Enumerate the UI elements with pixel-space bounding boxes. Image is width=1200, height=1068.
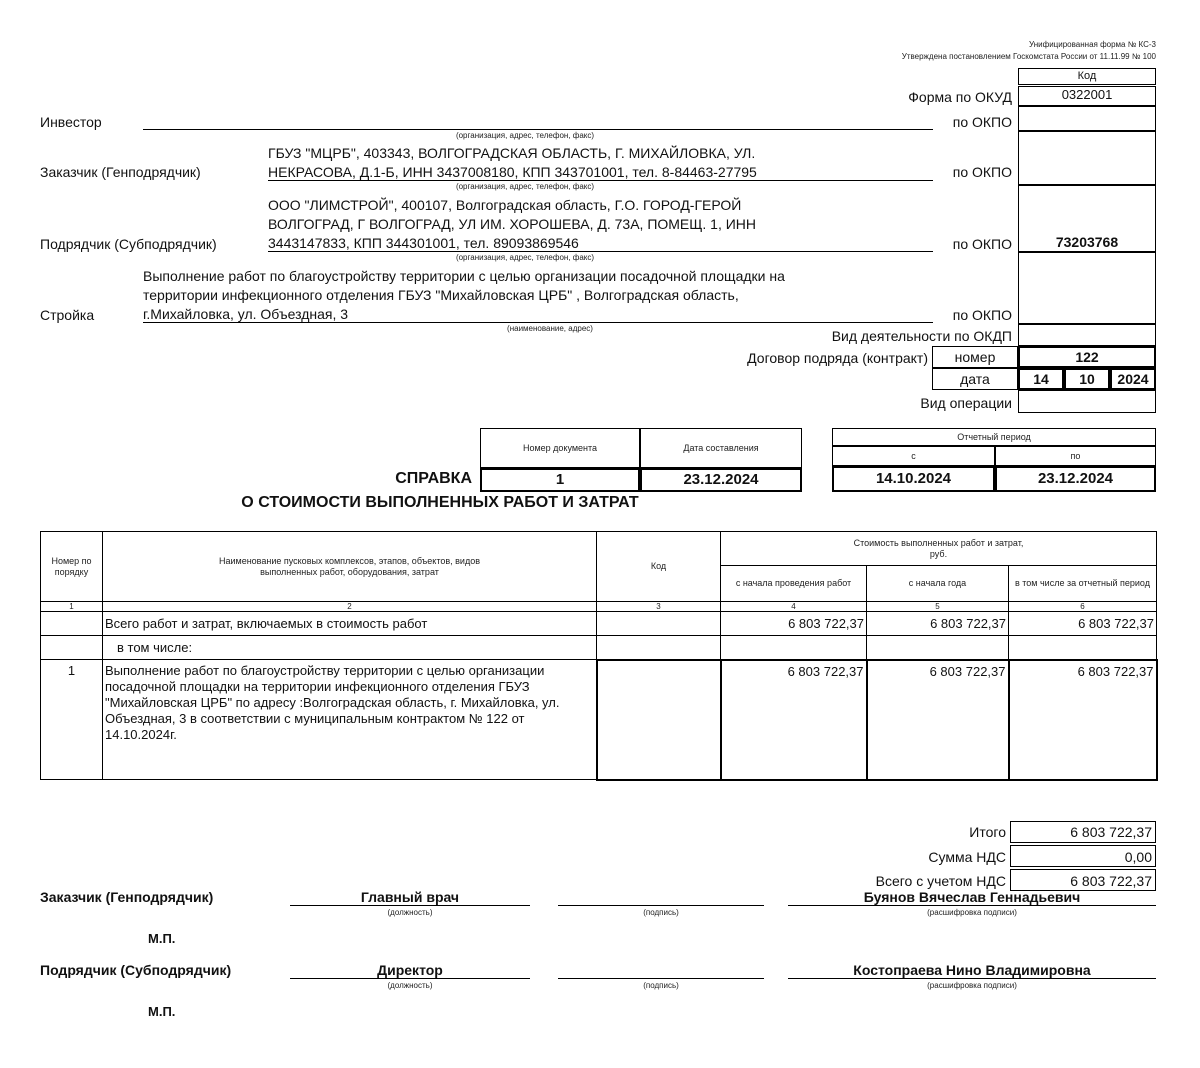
sig-customer-name-line (788, 905, 1156, 906)
th-code: Код (597, 532, 721, 602)
customer-underline (268, 180, 933, 181)
sig-contractor-name-line (788, 978, 1156, 979)
okpo-site-cell (1018, 252, 1156, 324)
th-start: с начала проведения работ (721, 566, 867, 602)
works-table (40, 531, 1158, 781)
stamp-2: М.П. (148, 1004, 176, 1019)
row1-period: 6 803 722,37 (1009, 660, 1157, 780)
period-to-label: по (1070, 451, 1081, 461)
contract-date-label: дата (960, 371, 990, 387)
customer-line-2: НЕКРАСОВА, Д.1-Б, ИНН 3437008180, КПП 343701001, тел. 8-84463-27795 (268, 164, 757, 180)
org-hint-2: (организация, адрес, телефон, факс) (455, 182, 595, 191)
stamp-1: М.П. (148, 931, 176, 946)
operation-cell (1018, 390, 1156, 413)
okpo-investor-cell (1018, 106, 1156, 131)
okdp-cell (1018, 324, 1156, 346)
sig-contractor-position: Директор (377, 962, 443, 978)
contractor-line-2: ВОЛГОГРАД, Г ВОЛГОГРАД, УЛ ИМ. ХОРОШЕВА, Д. 73А, ПОМЕЩ. 1, ИНН (268, 216, 757, 232)
period-header: Отчетный период (957, 432, 1031, 442)
site-line-1: Выполнение работ по благоустройству территории с целью организации посадочной площадки на (143, 268, 785, 284)
okpo-contractor-value: 73203768 (1055, 234, 1119, 250)
row1-start: 6 803 722,37 (721, 660, 867, 780)
doc-num-header: Номер документа (522, 443, 598, 453)
col-num-6: 6 (1009, 602, 1157, 612)
row1-year: 6 803 722,37 (867, 660, 1009, 780)
sig-contractor-position-line (290, 978, 530, 979)
customer-line-1: ГБУЗ "МЦРБ", 403343, ВОЛГОГРАДСКАЯ ОБЛАСТЬ, Г. МИХАЙЛОВКА, УЛ. (268, 145, 756, 161)
row1-name: Выполнение работ по благоустройству территории с целью организации посадочной площадки на территории инфекционного отделения ГБУЗ "Михайловская ЦРБ" по адресу :Волгоградская область, г. Михайловка, ул. Объездная, 3 в соответствии с муниципальным контрактом № 122 от 14.10.2024г. (103, 660, 597, 780)
okud-value: 0322001 (1018, 86, 1156, 106)
investor-label: Инвестор (40, 114, 102, 130)
activity-label: Вид деятельности по ОКДП (831, 328, 1012, 344)
org-hint-3: (организация, адрес, телефон, факс) (455, 253, 595, 262)
th-num: Номер по порядку (41, 532, 103, 602)
contract-date-month: 10 (1079, 371, 1095, 387)
okpo-customer-cell (1018, 131, 1156, 185)
contract-label: Договор подряда (контракт) (747, 350, 928, 366)
table-row (41, 612, 1157, 636)
site-label: Стройка (40, 307, 95, 323)
code-header: Код (1018, 68, 1156, 85)
total-label: Всего работ и затрат, включаемых в стоимость работ (103, 612, 597, 636)
okpo-label-customer: по ОКПО (952, 164, 1012, 180)
contractor-underline (268, 251, 933, 252)
including-label: в том числе: (103, 636, 597, 660)
contractor-line-1: ООО "ЛИМСТРОЙ", 400107, Волгоградская область, Г.О. ГОРОД-ГЕРОЙ (268, 197, 742, 213)
table-row (41, 660, 1157, 780)
okpo-label-investor: по ОКПО (952, 114, 1012, 130)
row1-num: 1 (41, 660, 103, 780)
total-year: 6 803 722,37 (867, 612, 1009, 636)
site-line-2: территории инфекционного отделения ГБУЗ "Михайловская ЦРБ" , Волгоградская область, (143, 287, 739, 303)
doc-subtitle: О СТОИМОСТИ ВЫПОЛНЕННЫХ РАБОТ И ЗАТРАТ (241, 494, 639, 511)
contract-date-day: 14 (1033, 371, 1049, 387)
form-approval: Утверждена постановлением Госкомстата России от 11.11.99 № 100 (901, 52, 1156, 61)
sig-customer-position: Главный врач (360, 889, 460, 905)
site-underline (143, 322, 933, 323)
sig-name-hint-2: (расшифровка подписи) (927, 981, 1017, 990)
period-from-label: с (911, 451, 916, 461)
th-name: Наименование пусковых комплексов, этапов, объектов, видов выполненных работ, оборудования, затрат (103, 532, 597, 602)
investor-line (143, 129, 933, 130)
sig-position-hint-2: (должность) (387, 981, 433, 990)
th-period: в том числе за отчетный период (1009, 566, 1157, 602)
customer-label: Заказчик (Генподрядчик) (40, 164, 201, 180)
table-row (41, 636, 1157, 660)
sig-contractor-name: Костопраева Нино Владимировна (853, 962, 1091, 978)
sig-sign-hint-1: (подпись) (643, 908, 679, 917)
sig-name-hint-1: (расшифровка подписи) (927, 908, 1017, 917)
sig-contractor-sign-line (558, 978, 764, 979)
contract-number: 122 (1075, 349, 1099, 365)
col-num-4: 4 (721, 602, 867, 612)
doc-date-header: Дата составления (683, 443, 759, 453)
contract-number-label: номер (954, 349, 996, 365)
vat-label: Сумма НДС (928, 849, 1006, 865)
total-period: 6 803 722,37 (1009, 612, 1157, 636)
sig-customer-label: Заказчик (Генподрядчик) (40, 889, 214, 905)
itogo-value: 6 803 722,37 (1070, 824, 1152, 840)
sig-customer-position-line (290, 905, 530, 906)
sig-customer-sign-line (558, 905, 764, 906)
total-start: 6 803 722,37 (721, 612, 867, 636)
with-vat-label: Всего с учетом НДС (875, 873, 1006, 889)
th-cost: Стоимость выполненных работ и затрат, руб. (721, 532, 1157, 566)
itogo-label: Итого (969, 824, 1006, 840)
site-line-3: г.Михайловка, ул. Объездная, 3 (143, 306, 349, 322)
okpo-label-contractor: по ОКПО (952, 236, 1012, 252)
col-num-1: 1 (41, 602, 103, 612)
sig-customer-name: Буянов Вячеслав Геннадьевич (863, 889, 1081, 905)
site-hint: (наименование, адрес) (507, 324, 593, 333)
period-from: 14.10.2024 (875, 470, 952, 487)
col-num-5: 5 (867, 602, 1009, 612)
operation-label: Вид операции (920, 395, 1012, 411)
with-vat-value: 6 803 722,37 (1070, 873, 1152, 889)
period-to: 23.12.2024 (1037, 470, 1114, 487)
contractor-line-3: 3443147833, КПП 344301001, тел. 89093869546 (268, 235, 579, 251)
contractor-label: Подрядчик (Субподрядчик) (40, 236, 217, 252)
contract-date-year: 2024 (1117, 371, 1149, 387)
doc-number: 1 (555, 471, 565, 488)
vat-value: 0,00 (1124, 849, 1152, 865)
doc-title: СПРАВКА (395, 470, 472, 487)
th-year: с начала года (867, 566, 1009, 602)
col-num-2: 2 (103, 602, 597, 612)
sig-sign-hint-2: (подпись) (643, 981, 679, 990)
okpo-label-site: по ОКПО (952, 307, 1012, 323)
col-num-3: 3 (597, 602, 721, 612)
form-name: Унифицированная форма № КС-3 (1029, 40, 1156, 49)
sig-position-hint-1: (должность) (387, 908, 433, 917)
org-hint-1: (организация, адрес, телефон, факс) (455, 131, 595, 140)
doc-date: 23.12.2024 (683, 471, 759, 488)
okud-label: Форма по ОКУД (908, 89, 1012, 105)
sig-contractor-label: Подрядчик (Субподрядчик) (40, 962, 232, 978)
